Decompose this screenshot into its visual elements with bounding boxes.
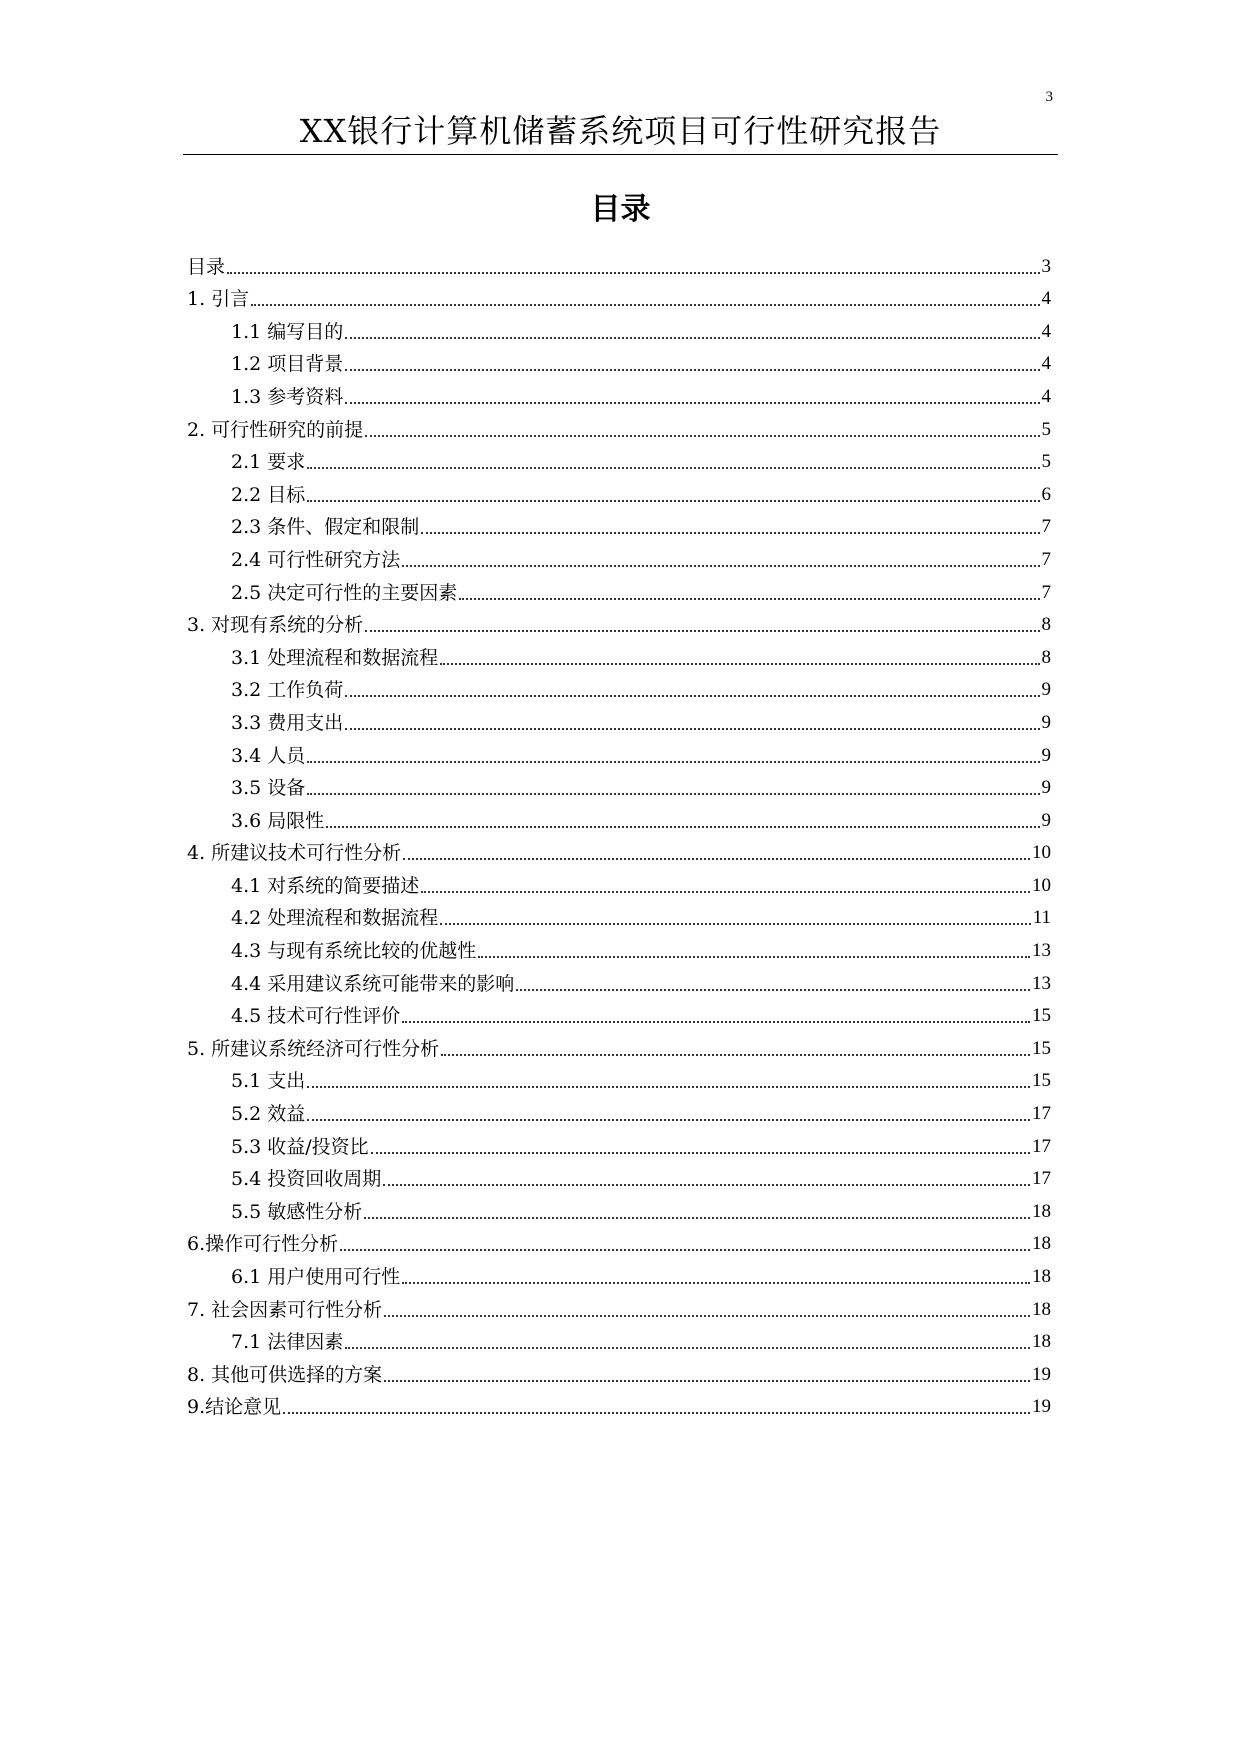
toc-dot-leader xyxy=(345,369,1039,371)
toc-entry[interactable] xyxy=(187,606,1051,639)
page-number: 3 xyxy=(1045,89,1053,105)
toc-dot-leader xyxy=(326,826,1039,828)
toc-heading: 目录 xyxy=(590,192,651,227)
toc-entry-label: 5.5 敏感性分析 xyxy=(231,1200,363,1223)
toc-entry-label: 7. 社会因素可行性分析 xyxy=(187,1298,383,1321)
toc-entry-page-number: 18 xyxy=(1032,1200,1051,1222)
toc-entry-label: 3.6 局限性 xyxy=(231,809,325,832)
toc-entry-page-number: 13 xyxy=(1032,940,1051,962)
toc-dot-leader xyxy=(365,630,1039,632)
toc-dot-leader xyxy=(345,337,1039,339)
toc-dot-leader xyxy=(421,891,1030,893)
toc-entry[interactable] xyxy=(187,1225,1051,1258)
toc-entry[interactable] xyxy=(187,1388,1051,1421)
toc-entry-label: 4.4 采用建议系统可能带来的影响 xyxy=(231,972,515,995)
toc-entry-page-number: 4 xyxy=(1041,385,1051,407)
toc-entry[interactable] xyxy=(187,573,1051,606)
toc-entry[interactable] xyxy=(187,1290,1051,1323)
table-of-contents xyxy=(187,247,1051,1420)
toc-entry-page-number: 6 xyxy=(1041,483,1051,505)
toc-entry-page-number: 9 xyxy=(1041,744,1051,766)
toc-entry[interactable] xyxy=(187,247,1051,280)
toc-entry-label: 5.4 投资回收周期 xyxy=(231,1168,382,1191)
toc-dot-leader xyxy=(441,1054,1030,1056)
toc-dot-leader xyxy=(403,858,1030,860)
toc-entry-label: 4. 所建议技术可行性分析 xyxy=(187,842,402,865)
toc-dot-leader xyxy=(440,663,1039,665)
toc-entry-label: 9.结论意见 xyxy=(187,1396,282,1419)
toc-dot-leader xyxy=(459,598,1039,600)
toc-entry-page-number: 4 xyxy=(1041,288,1051,310)
toc-dot-leader xyxy=(402,1021,1030,1023)
toc-dot-leader xyxy=(345,728,1039,730)
toc-dot-leader xyxy=(365,435,1039,437)
toc-dot-leader xyxy=(307,1119,1030,1121)
toc-dot-leader xyxy=(340,1249,1030,1251)
toc-entry-page-number: 18 xyxy=(1032,1298,1051,1320)
toc-entry-page-number: 9 xyxy=(1041,777,1051,799)
toc-entry[interactable] xyxy=(187,443,1051,476)
toc-entry[interactable] xyxy=(187,1192,1051,1225)
toc-entry[interactable] xyxy=(187,834,1051,867)
toc-entry-page-number: 15 xyxy=(1032,1070,1051,1092)
toc-entry-page-number: 11 xyxy=(1032,907,1051,929)
toc-dot-leader xyxy=(402,1282,1030,1284)
toc-dot-leader xyxy=(227,272,1039,274)
toc-dot-leader xyxy=(345,695,1039,697)
toc-entry-label: 3.1 处理流程和数据流程 xyxy=(231,646,439,669)
toc-entry-label: 8. 其他可供选择的方案 xyxy=(187,1363,383,1386)
toc-dot-leader xyxy=(251,304,1039,306)
toc-dot-leader xyxy=(345,1347,1030,1349)
toc-entry[interactable] xyxy=(187,899,1051,932)
toc-entry-page-number: 17 xyxy=(1032,1135,1051,1157)
toc-dot-leader xyxy=(383,1184,1030,1186)
toc-entry-page-number: 19 xyxy=(1032,1396,1051,1418)
toc-entry[interactable] xyxy=(187,1094,1051,1127)
toc-entry-page-number: 10 xyxy=(1032,842,1051,864)
toc-entry-page-number: 5 xyxy=(1041,418,1051,440)
toc-entry[interactable] xyxy=(187,703,1051,736)
toc-entry-label: 2.1 要求 xyxy=(231,451,306,474)
toc-entry-page-number: 10 xyxy=(1032,874,1051,896)
toc-entry-page-number: 4 xyxy=(1041,353,1051,375)
toc-dot-leader xyxy=(364,1217,1030,1219)
toc-dot-leader xyxy=(307,793,1039,795)
toc-entry-label: 4.3 与现有系统比较的优越性 xyxy=(231,940,477,963)
toc-entry-label: 2.4 可行性研究方法 xyxy=(231,548,401,571)
document-header-title: XX银行计算机储蓄系统项目可行性研究报告 xyxy=(183,108,1058,155)
toc-entry-page-number: 9 xyxy=(1041,679,1051,701)
toc-entry[interactable] xyxy=(187,866,1051,899)
toc-entry[interactable] xyxy=(187,280,1051,313)
toc-entry[interactable] xyxy=(187,964,1051,997)
toc-entry-page-number: 13 xyxy=(1032,972,1051,994)
toc-entry[interactable] xyxy=(187,736,1051,769)
toc-entry-page-number: 3 xyxy=(1041,255,1051,277)
toc-dot-leader xyxy=(478,956,1030,958)
toc-dot-leader xyxy=(440,923,1030,925)
toc-entry-page-number: 5 xyxy=(1041,451,1051,473)
toc-dot-leader xyxy=(307,761,1039,763)
toc-entry-label: 5. 所建议系统经济可行性分析 xyxy=(187,1037,440,1060)
toc-entry-page-number: 17 xyxy=(1032,1168,1051,1190)
toc-dot-leader xyxy=(421,532,1039,534)
toc-dot-leader xyxy=(345,402,1039,404)
toc-entry-label: 1.2 项目背景 xyxy=(231,353,344,376)
toc-entry-label: 4.2 处理流程和数据流程 xyxy=(231,907,439,930)
toc-dot-leader xyxy=(307,467,1039,469)
toc-entry[interactable] xyxy=(187,801,1051,834)
toc-entry-label: 1. 引言 xyxy=(187,288,250,311)
toc-entry-label: 2.3 条件、假定和限制 xyxy=(231,516,420,539)
toc-entry[interactable] xyxy=(187,540,1051,573)
toc-entry-page-number: 9 xyxy=(1041,809,1051,831)
toc-entry[interactable] xyxy=(187,377,1051,410)
toc-entry[interactable] xyxy=(187,1257,1051,1290)
toc-entry[interactable] xyxy=(187,671,1051,704)
toc-entry[interactable] xyxy=(187,1355,1051,1388)
toc-entry-label: 6.操作可行性分析 xyxy=(187,1233,339,1256)
toc-entry-label: 3.4 人员 xyxy=(231,744,306,767)
toc-entry[interactable] xyxy=(187,475,1051,508)
toc-entry-label: 5.2 效益 xyxy=(231,1103,306,1126)
toc-entry-page-number: 8 xyxy=(1041,646,1051,668)
toc-entry-label: 7.1 法律因素 xyxy=(231,1331,344,1354)
toc-entry-label: 4.1 对系统的简要描述 xyxy=(231,874,420,897)
toc-entry-label: 5.3 收益/投资比 xyxy=(231,1135,369,1158)
toc-entry-label: 2. 可行性研究的前提 xyxy=(187,418,364,441)
toc-entry-label: 2.5 决定可行性的主要因素 xyxy=(231,581,458,604)
toc-entry-page-number: 17 xyxy=(1032,1103,1051,1125)
toc-entry-page-number: 8 xyxy=(1041,614,1051,636)
toc-entry-label: 3. 对现有系统的分析 xyxy=(187,614,364,637)
toc-entry-page-number: 7 xyxy=(1041,581,1051,603)
toc-entry[interactable] xyxy=(187,769,1051,802)
toc-entry-page-number: 9 xyxy=(1041,711,1051,733)
toc-entry[interactable] xyxy=(187,1323,1051,1356)
toc-entry-page-number: 15 xyxy=(1032,1037,1051,1059)
toc-entry[interactable] xyxy=(187,1160,1051,1193)
toc-entry-page-number: 18 xyxy=(1032,1266,1051,1287)
toc-entry-page-number: 7 xyxy=(1041,516,1051,538)
toc-entry-label: 2.2 目标 xyxy=(231,483,306,506)
toc-entry[interactable] xyxy=(187,638,1051,671)
toc-entry[interactable] xyxy=(187,997,1051,1030)
toc-dot-leader xyxy=(384,1380,1030,1382)
toc-entry[interactable] xyxy=(187,345,1051,378)
toc-entry[interactable] xyxy=(187,508,1051,541)
toc-dot-leader xyxy=(516,989,1030,991)
toc-entry-label: 3.3 费用支出 xyxy=(231,711,344,734)
toc-entry-label: 4.5 技术可行性评价 xyxy=(231,1005,401,1028)
toc-entry-label: 目录 xyxy=(187,255,226,278)
toc-entry[interactable] xyxy=(187,312,1051,345)
toc-dot-leader xyxy=(384,1315,1030,1317)
toc-entry-label: 6.1 用户使用可行性 xyxy=(231,1266,401,1288)
toc-entry-label: 3.5 设备 xyxy=(231,777,306,800)
toc-entry-page-number: 18 xyxy=(1032,1233,1051,1255)
toc-entry[interactable] xyxy=(187,410,1051,443)
toc-entry-label: 1.3 参考资料 xyxy=(231,385,344,408)
toc-entry-page-number: 4 xyxy=(1041,320,1051,342)
toc-entry-page-number: 15 xyxy=(1032,1005,1051,1027)
toc-entry[interactable] xyxy=(187,1127,1051,1160)
toc-entry-page-number: 19 xyxy=(1032,1363,1051,1385)
toc-entry[interactable] xyxy=(187,1062,1051,1095)
toc-entry-page-number: 18 xyxy=(1032,1331,1051,1353)
toc-entry[interactable] xyxy=(187,931,1051,964)
toc-dot-leader xyxy=(307,500,1039,502)
toc-entry-label: 5.1 支出 xyxy=(231,1070,306,1093)
toc-dot-leader xyxy=(307,1086,1030,1088)
toc-dot-leader xyxy=(283,1412,1030,1414)
toc-dot-leader xyxy=(402,565,1039,567)
toc-entry-label: 1.1 编写目的 xyxy=(231,320,344,343)
toc-entry-label: 3.2 工作负荷 xyxy=(231,679,344,702)
toc-dot-leader xyxy=(371,1152,1030,1154)
toc-entry-page-number: 7 xyxy=(1041,548,1051,570)
toc-entry[interactable] xyxy=(187,1029,1051,1062)
